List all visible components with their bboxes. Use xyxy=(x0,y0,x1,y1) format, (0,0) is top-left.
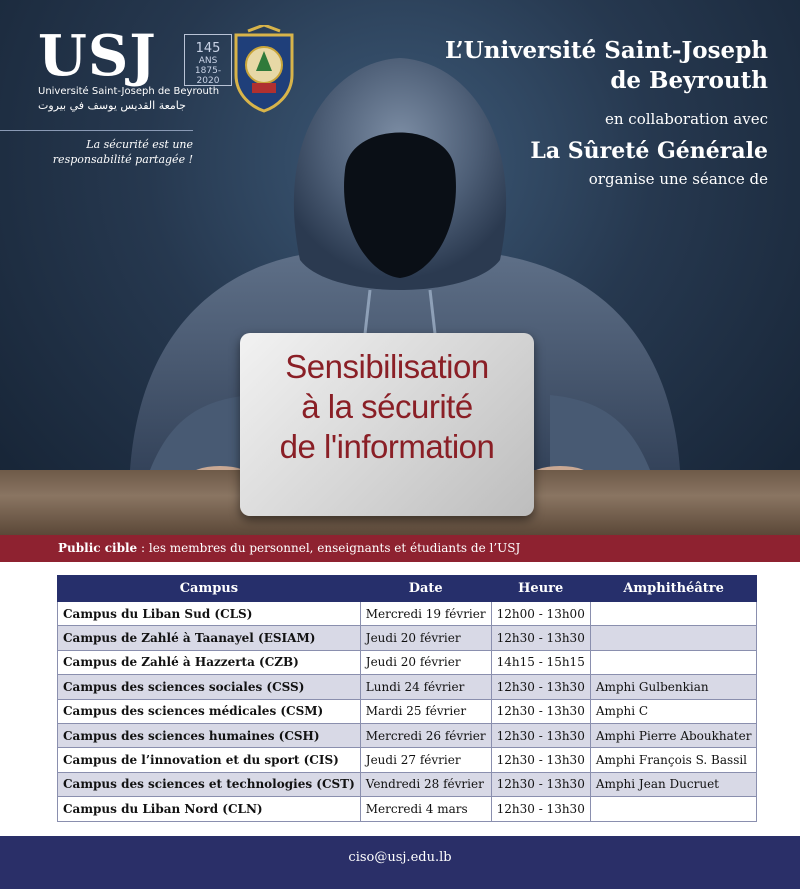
tagline: La sécurité est une responsabilité partagée ! xyxy=(52,138,193,166)
collaboration-text: en collaboration avec xyxy=(604,110,768,128)
cell-amphi: Amphi Gulbenkian xyxy=(590,675,757,699)
cell-amphi xyxy=(590,626,757,650)
session-title-line1: Sensibilisation xyxy=(285,348,489,385)
header-heure: Heure xyxy=(491,576,590,602)
table-row xyxy=(58,772,757,796)
header-amphitheatre: Amphithéâtre xyxy=(590,576,757,602)
surete-generale-crest-icon xyxy=(228,25,300,113)
table-row xyxy=(58,650,757,674)
cell-campus: Campus du Liban Sud (CLS) xyxy=(58,602,361,626)
table-header-row xyxy=(58,576,757,602)
cell-amphi: Amphi Pierre Aboukhater xyxy=(590,723,757,747)
cell-heure: 12h30 - 13h30 xyxy=(491,723,590,747)
cell-campus: Campus des sciences et technologies (CST) xyxy=(58,772,361,796)
target-audience-banner xyxy=(0,535,800,562)
cell-heure: 12h00 - 13h00 xyxy=(491,602,590,626)
header-date: Date xyxy=(360,576,491,602)
cell-campus: Campus de Zahlé à Hazzerta (CZB) xyxy=(58,650,361,674)
cell-amphi: Amphi Jean Ducruet xyxy=(590,772,757,796)
cell-heure: 12h30 - 13h30 xyxy=(491,748,590,772)
cell-date: Mercredi 4 mars xyxy=(360,797,491,821)
cell-heure: 12h30 - 13h30 xyxy=(491,772,590,796)
table-row xyxy=(58,723,757,747)
cell-amphi: Amphi C xyxy=(590,699,757,723)
university-name-line1: L’Université Saint-Joseph xyxy=(445,37,768,64)
cell-heure: 12h30 - 13h30 xyxy=(491,626,590,650)
footer xyxy=(0,836,800,889)
cell-amphi: Amphi François S. Bassil xyxy=(590,748,757,772)
cell-date: Mercredi 26 février xyxy=(360,723,491,747)
session-title-line3: de l'information xyxy=(279,428,495,465)
table-row xyxy=(58,797,757,821)
cell-date: Jeudi 20 février xyxy=(360,650,491,674)
cell-date: Lundi 24 février xyxy=(360,675,491,699)
cell-amphi xyxy=(590,797,757,821)
cell-date: Jeudi 27 février xyxy=(360,748,491,772)
cell-date: Vendredi 28 février xyxy=(360,772,491,796)
table-row xyxy=(58,699,757,723)
cell-campus: Campus des sciences humaines (CSH) xyxy=(58,723,361,747)
cell-heure: 12h30 - 13h30 xyxy=(491,797,590,821)
anniversary-badge xyxy=(184,34,232,86)
cell-heure: 12h30 - 13h30 xyxy=(491,675,590,699)
banner-text: : les membres du personnel, enseignants et étudiants de l’USJ xyxy=(137,541,521,555)
event-heading xyxy=(348,36,768,188)
cell-amphi xyxy=(590,602,757,626)
logo-wordmark: USJ xyxy=(38,23,157,89)
cell-campus: Campus de l’innovation et du sport (CIS) xyxy=(58,748,361,772)
banner-label: Public cible xyxy=(58,541,138,555)
logo-arabic: جامعة القديس يوسف في بيروت xyxy=(38,99,186,112)
table-row xyxy=(58,602,757,626)
table-row xyxy=(58,675,757,699)
contact-email-link[interactable]: ciso@usj.edu.lb xyxy=(348,850,452,865)
divider xyxy=(0,130,193,131)
cell-campus: Campus des sciences médicales (CSM) xyxy=(58,699,361,723)
session-title-line2: à la sécurité xyxy=(301,388,473,425)
usj-logo xyxy=(38,23,222,112)
table-row xyxy=(58,626,757,650)
cell-date: Jeudi 20 février xyxy=(360,626,491,650)
laptop xyxy=(240,333,534,516)
schedule-table xyxy=(57,575,757,822)
cell-campus: Campus de Zahlé à Taanayel (ESIAM) xyxy=(58,626,361,650)
cell-heure: 14h15 - 15h15 xyxy=(491,650,590,674)
cell-date: Mardi 25 février xyxy=(360,699,491,723)
cell-amphi xyxy=(590,650,757,674)
university-name-line2: de Beyrouth xyxy=(610,67,768,94)
session-title xyxy=(240,347,534,467)
cell-date: Mercredi 19 février xyxy=(360,602,491,626)
cell-heure: 12h30 - 13h30 xyxy=(491,699,590,723)
anniversary-years: 1875-2020 xyxy=(194,66,222,86)
cell-campus: Campus des sciences sociales (CSS) xyxy=(58,675,361,699)
partner-name: La Sûreté Générale xyxy=(530,138,768,164)
logo-subtitle: Université Saint-Joseph de Beyrouth xyxy=(38,86,220,97)
table-row xyxy=(58,748,757,772)
anniversary-word: ANS xyxy=(198,56,218,66)
header-campus: Campus xyxy=(58,576,361,602)
anniversary-number: 145 xyxy=(195,41,221,56)
cell-campus: Campus du Liban Nord (CLN) xyxy=(58,797,361,821)
organise-text: organise une séance de xyxy=(588,170,768,188)
